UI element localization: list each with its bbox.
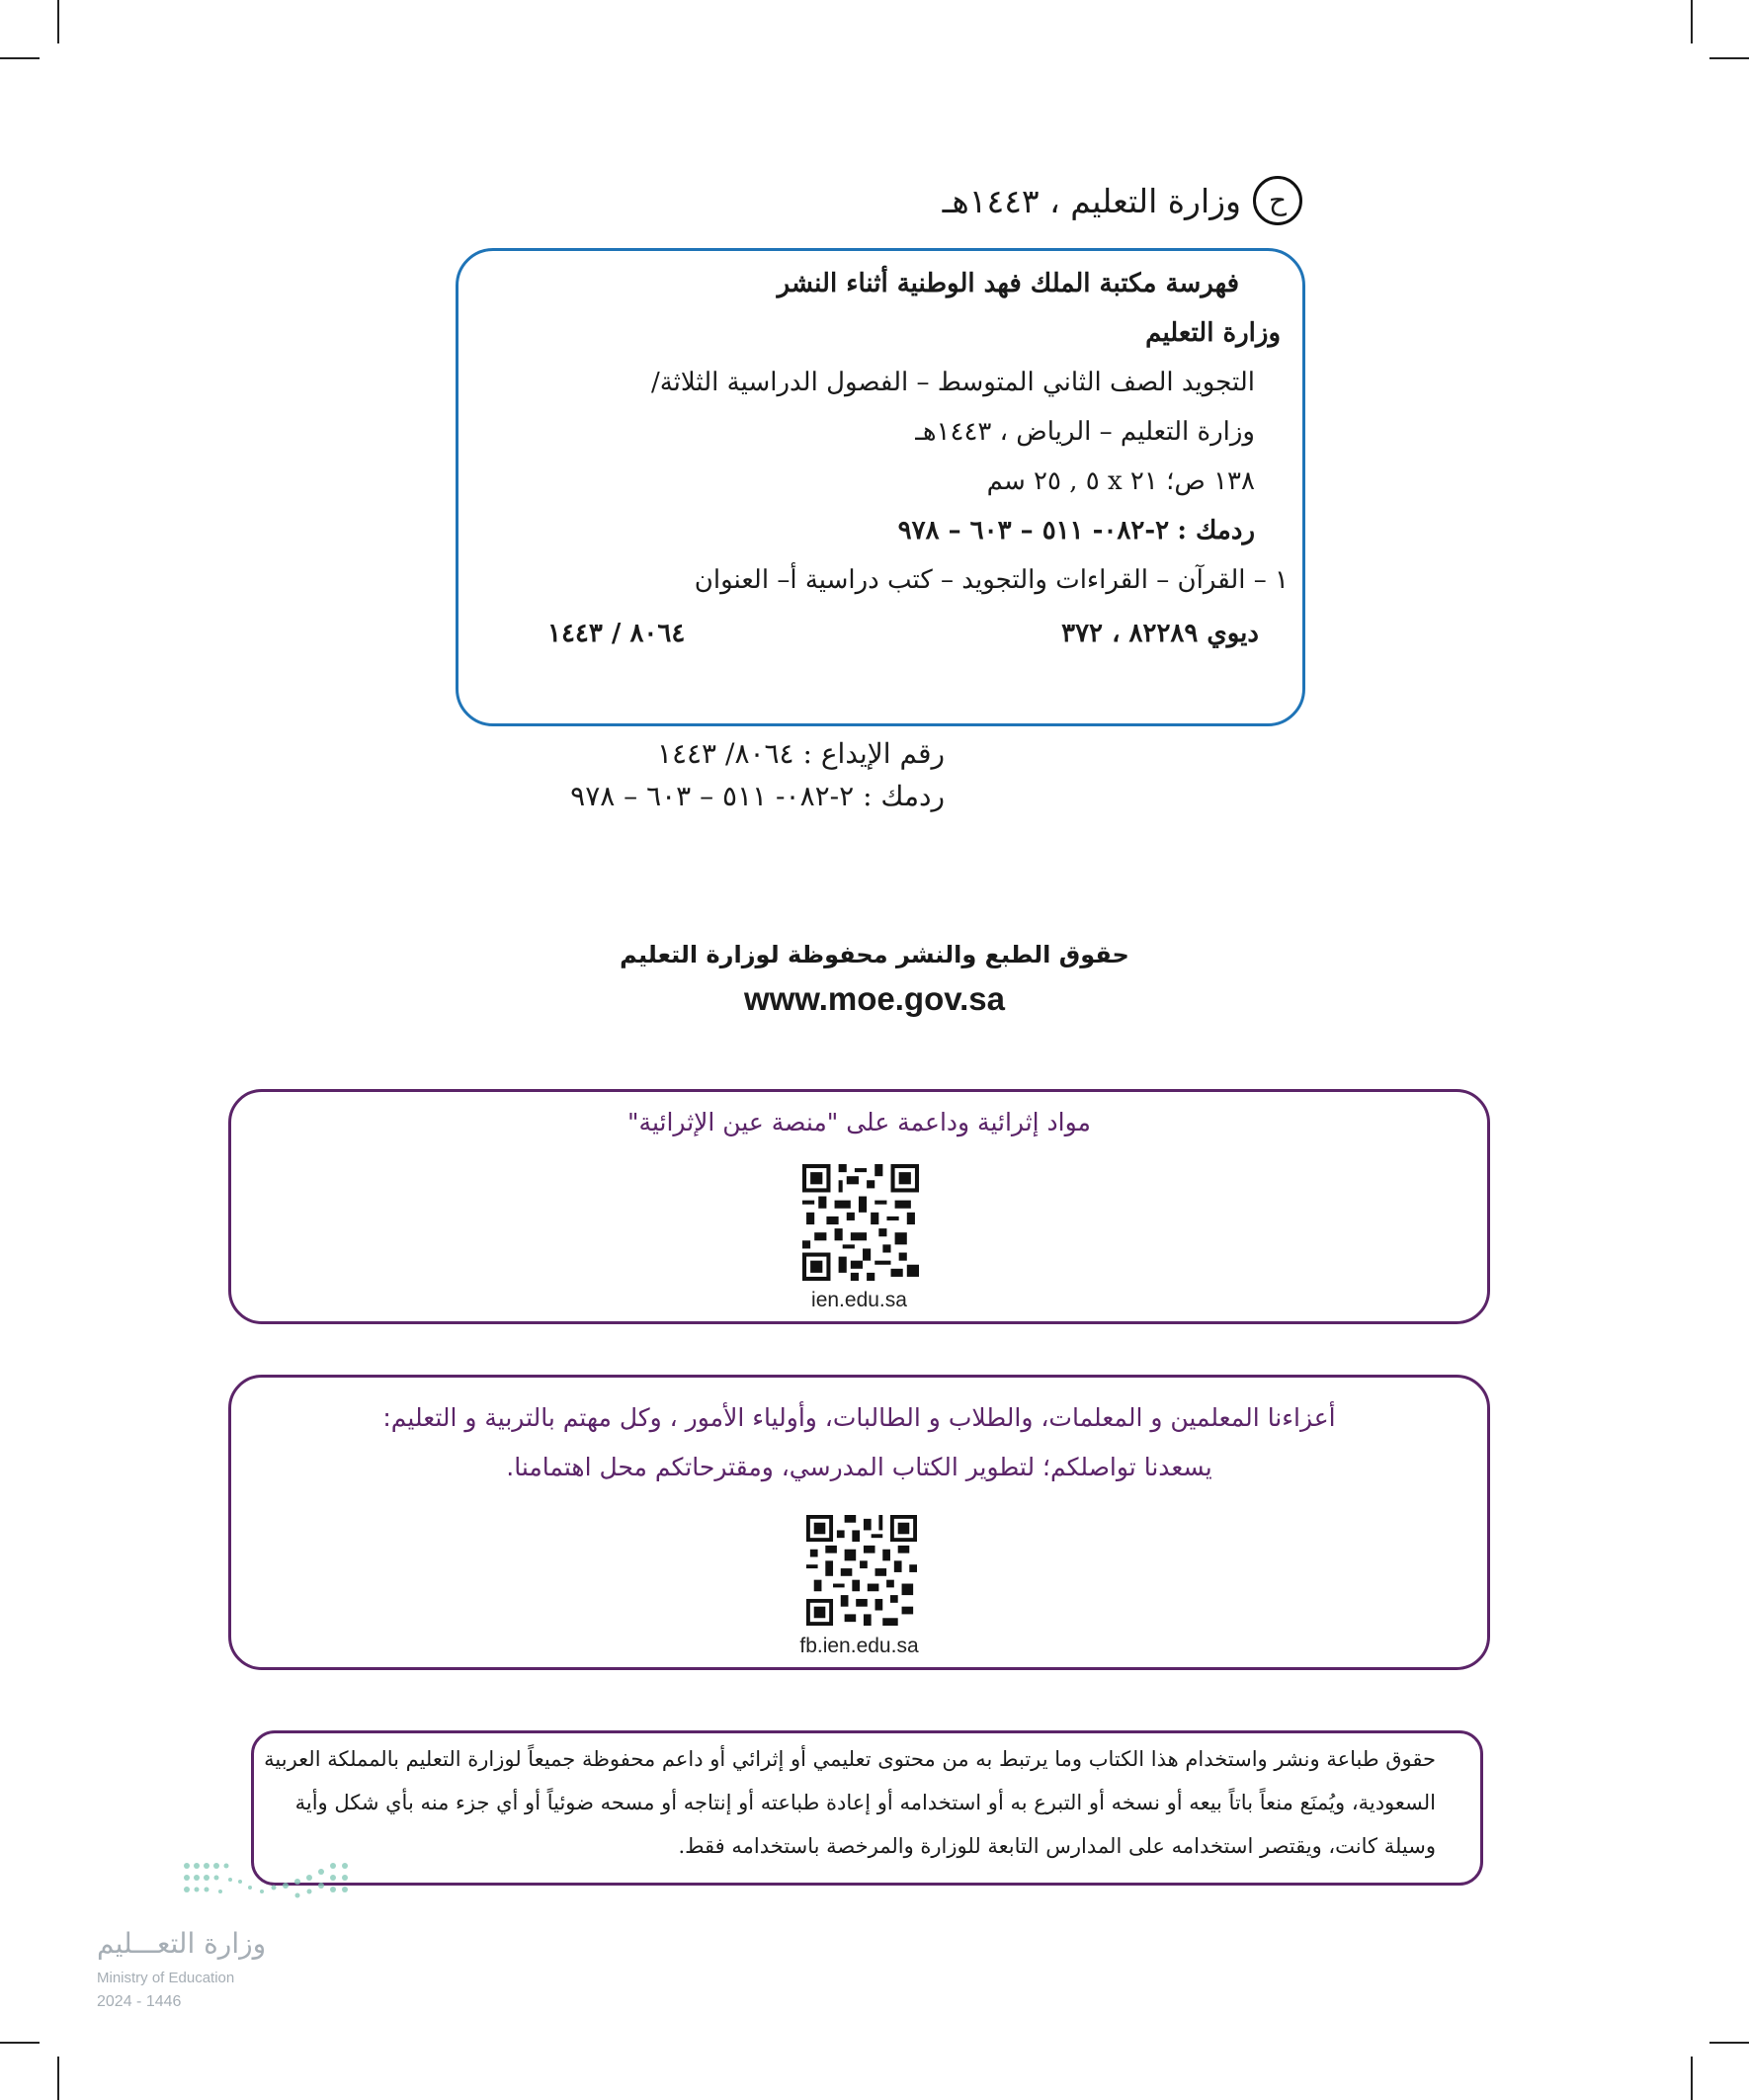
copyright-header [943,176,1302,225]
ministry-of-education-logo [97,1858,354,2016]
catalog-book-title: التجويد الصف الثاني المتوسط – الفصول الدراسية الثلاثة/ [650,368,1255,397]
crop-mark [1709,57,1749,59]
crop-mark [1709,2042,1749,2044]
feedback-qr-code-icon[interactable] [806,1515,917,1626]
ministry-dots-icon [181,1858,359,1907]
catalog-isbn [898,516,1255,546]
catalog-isbn-value: ٢-٠٨٢- ٥١١ – ٦٠٣ – ٩٧٨ [897,516,1170,546]
feedback-box [228,1375,1490,1670]
legal-notice-text [264,1747,1436,1876]
copyright-symbol-icon: ح [1253,176,1302,225]
legal-notice-box [251,1730,1483,1886]
catalog-dewey: ديوي ٨٢٢٨٩ ، ٣٧٢ [1061,619,1259,648]
crop-mark [57,2057,59,2100]
ien-platform-box [228,1089,1490,1324]
catalog-publisher: وزارة التعليم – الرياض ، ١٤٤٣هـ [915,417,1255,447]
logo-years: 2024 - 1446 [97,1993,182,2010]
ien-description: مواد إثرائية وداعمة على "منصة عين الإثرائية" [627,1108,1091,1136]
feedback-line-2: يسعدنا تواصلكم؛ لتطوير الكتاب المدرسي، ومقترحاتكم محل اهتمامنا. [506,1453,1212,1481]
deposit-isbn [570,780,945,812]
crop-mark [0,57,40,59]
catalog-deposit: ٨٠٦٤ / ١٤٤٣ [547,619,686,648]
crop-mark [1691,2057,1693,2100]
crop-mark [1691,0,1693,43]
feedback-line-1: أعزاءنا المعلمين و المعلمات، والطلاب و الطالبات، وأولياء الأمور ، وكل مهتم بالتربية و التعليم: [382,1403,1336,1432]
catalog-card [456,248,1305,726]
logo-arabic-name: وزارة التعـــليم [97,1927,267,1960]
deposit-isbn-value: ٢-٠٨٢- ٥١١ – ٦٠٣ – ٩٧٨ [570,780,855,812]
rights-title: حقوق الطبع والنشر محفوظة لوزارة التعليم [620,941,1129,968]
legal-line-1: حقوق طباعة ونشر واستخدام هذا الكتاب وما يرتبط به من محتوى تعليمي أو إثرائي أو داعم محفوظة جميعاً لوزارة التعليم بالمملكة العربية [264,1747,1436,1771]
catalog-isbn-label: ردمك : [1177,516,1255,546]
logo-english-name: Ministry of Education [97,1970,235,1986]
copyright-text: وزارة التعليم ، ١٤٤٣هـ [942,181,1241,220]
crop-mark [0,2042,40,2044]
ien-url-link[interactable]: ien.edu.sa [811,1289,907,1311]
legal-line-3: وسيلة كانت، ويقتصر استخدامه على المدارس التابعة للوزارة والمرخصة باستخدامه فقط. [678,1834,1436,1858]
deposit-number: رقم الإيداع : ٨٠٦٤/ ١٤٤٣ [656,737,945,770]
catalog-pages: ١٣٨ ص؛ ٢١ x ٥ , ٢٥ سم [986,466,1255,496]
ien-qr-code-icon[interactable] [802,1164,919,1281]
deposit-block [570,737,945,812]
catalog-title: فهرسة مكتبة الملك فهد الوطنية أثناء النشر [777,269,1239,298]
catalog-subjects: ١ – القرآن – القراءات والتجويد – كتب دراسية أ– العنوان [694,565,1289,595]
catalog-author: وزارة التعليم [1145,318,1281,348]
deposit-isbn-label: ردمك : [863,780,945,812]
moe-url-link[interactable]: www.moe.gov.sa [743,980,1006,1017]
legal-line-2: السعودية، ويُمنَع منعاً باتاً بيعه أو نسخه أو التبرع به أو استخدامه أو إعادة طباعته أو إنتاجه أو مسحه ضوئياً أو أي جزء منه بأي شكل وأية [294,1791,1436,1814]
crop-mark [57,0,59,43]
feedback-url-link[interactable]: fb.ien.edu.sa [799,1635,919,1657]
